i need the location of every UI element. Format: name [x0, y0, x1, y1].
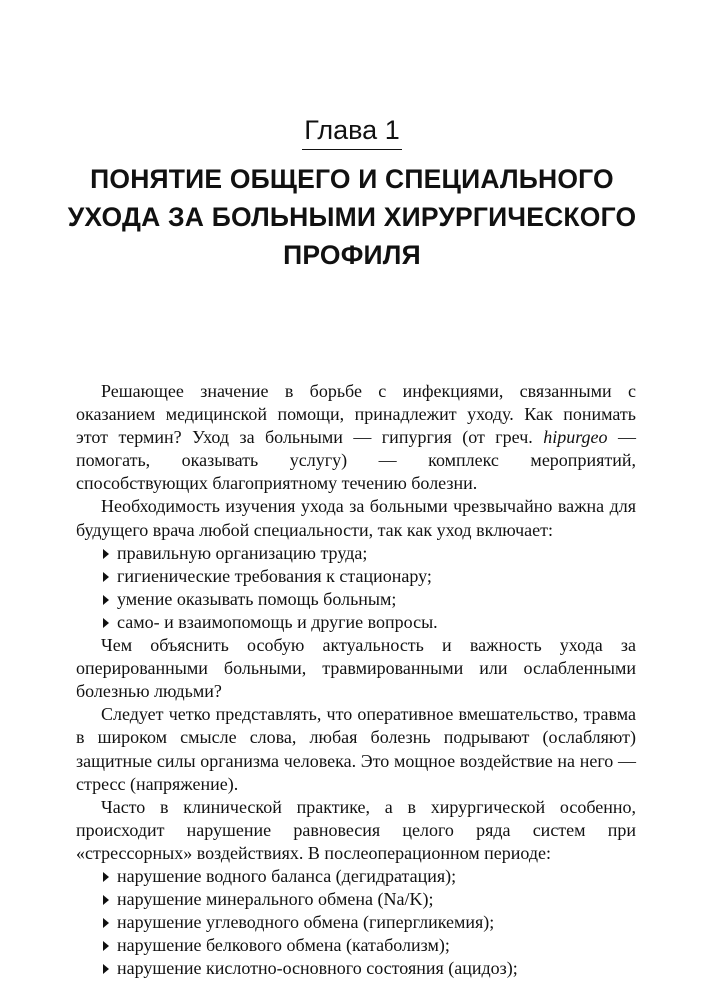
- triangle-bullet-icon: [103, 964, 109, 974]
- list-item-text: нарушение белкового обмена (катаболизм);: [117, 935, 450, 956]
- list-item: [76, 888, 636, 911]
- list-item-text: нарушение минерального обмена (Na/K);: [117, 889, 434, 910]
- paragraph-5: Часто в клинической практике, а в хирургической особенно, происходит нарушение равновесия целого ряда систем при «стрессорных» воздействиях. В послеоперационном периоде:: [76, 796, 636, 863]
- body-text: [76, 380, 636, 980]
- chapter-title: ПОНЯТИЕ ОБЩЕГО И СПЕЦИАЛЬНОГО УХОДА ЗА БОЛЬНЫМИ ХИРУРГИЧЕСКОГО ПРОФИЛЯ: [67, 164, 637, 270]
- triangle-bullet-icon: [103, 941, 109, 951]
- triangle-bullet-icon: [103, 549, 109, 559]
- postoperative-disorders-list: [76, 865, 636, 980]
- triangle-bullet-icon: [103, 572, 109, 582]
- care-components-list: [76, 542, 636, 634]
- paragraph-3: Чем объяснить особую актуальность и важность ухода за оперированными больными, травмированными или ослабленными болезнью людьми?: [76, 635, 636, 702]
- list-item: [76, 934, 636, 957]
- list-item: [76, 588, 636, 611]
- paragraph-1: [76, 380, 636, 495]
- list-item: [76, 611, 636, 634]
- greek-term: hipurgeo: [543, 427, 608, 448]
- chapter-number: Глава 1: [302, 114, 401, 150]
- triangle-bullet-icon: [103, 595, 109, 605]
- list-item: [76, 911, 636, 934]
- list-item: [76, 542, 636, 565]
- list-item-text: нарушение кислотно-основного состояния (ацидоз);: [117, 958, 518, 979]
- paragraph-1-text-a: Решающее значение в борьбе с инфекциями, связанными с оказанием медицинской помощи, принадлежит уходу. Как понимать этот термин? Уход за больными — гипургия (от греч.: [76, 381, 636, 448]
- list-item: [76, 957, 636, 980]
- triangle-bullet-icon: [103, 918, 109, 928]
- paragraph-2: Необходимость изучения ухода за больными чрезвычайно важна для будущего врача любой специальности, так как уход включает:: [76, 496, 636, 540]
- list-item-text: умение оказывать помощь больным;: [117, 588, 397, 609]
- list-item-text: правильную организацию труда;: [117, 542, 368, 563]
- paragraph-4: Следует четко представлять, что оперативное вмешательство, травма в широком смысле слова, любая болезнь подрывают (ослабляют) защитные силы организма человека. Это мощное воздействие на него — стресс (напряжение).: [76, 704, 636, 794]
- paragraph-1-text-b: — помогать, оказывать услугу) — комплекс мероприятий, способствующих благоприятному течению болезни.: [76, 427, 637, 494]
- triangle-bullet-icon: [103, 618, 109, 628]
- list-item-text: нарушение водного баланса (дегидратация);: [117, 865, 457, 886]
- list-item-text: нарушение углеводного обмена (гипергликемия);: [117, 912, 495, 933]
- triangle-bullet-icon: [103, 895, 109, 905]
- chapter-label: [0, 114, 704, 150]
- list-item-text: гигиенические требования к стационару;: [117, 565, 432, 586]
- list-item: [76, 565, 636, 588]
- triangle-bullet-icon: [103, 872, 109, 882]
- list-item: [76, 865, 636, 888]
- list-item-text: само- и взаимопомощь и другие вопросы.: [117, 611, 438, 632]
